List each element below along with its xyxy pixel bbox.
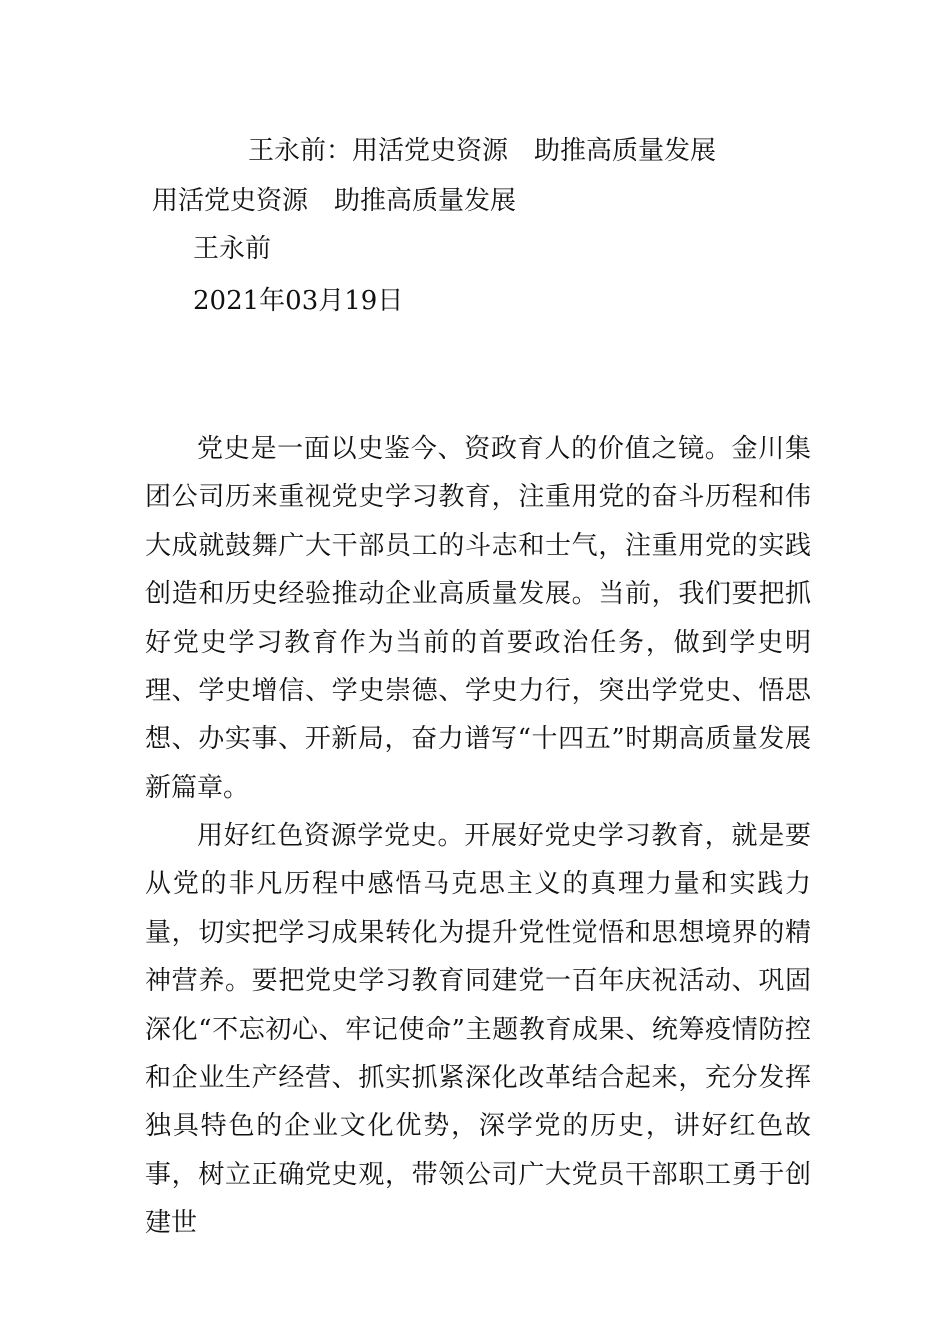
body-paragraph-2: 用好红色资源学党史。开展好党史学习教育，就是要从党的非凡历程中感悟马克思主义的真理力量和实践力量，切实把学习成果转化为提升党性觉悟和思想境界的精神营养。要把党史学习教育同建党一百年庆祝活动、巩固深化“不忘初心、牢记使命”主题教育成果、统筹疫情防控和企业生产经营、抓实抓紧深化改革结合起来，充分发挥独具特色的企业文化优势，深学党的历史，讲好红色故事，树立正确党史观，带领公司广大党员干部职工勇于创建世 [145,821,811,1239]
body-paragraph-1: 党史是一面以史鉴今、资政育人的价值之镜。金川集团公司历来重视党史学习教育，注重用党的奋斗历程和伟大成就鼓舞广大干部员工的斗志和士气，注重用党的实践创造和历史经验推动企业高质量发展。当前，我们要把抓好党史学习教育作为当前的首要政治任务，做到学史明理、学史增信、学史崇德、学史力行，突出学党史、悟思想、办实事、开新局，奋力谱写“十四五”时期高质量发展新篇章。 [145,434,811,803]
document-date: 2021年03月19日 [193,286,404,316]
document-subtitle: 用活党史资源 助推高质量发展 [152,186,517,216]
document-title: 王永前：用活党史资源 助推高质量发展 [248,136,717,166]
document-author: 王永前 [193,234,272,264]
